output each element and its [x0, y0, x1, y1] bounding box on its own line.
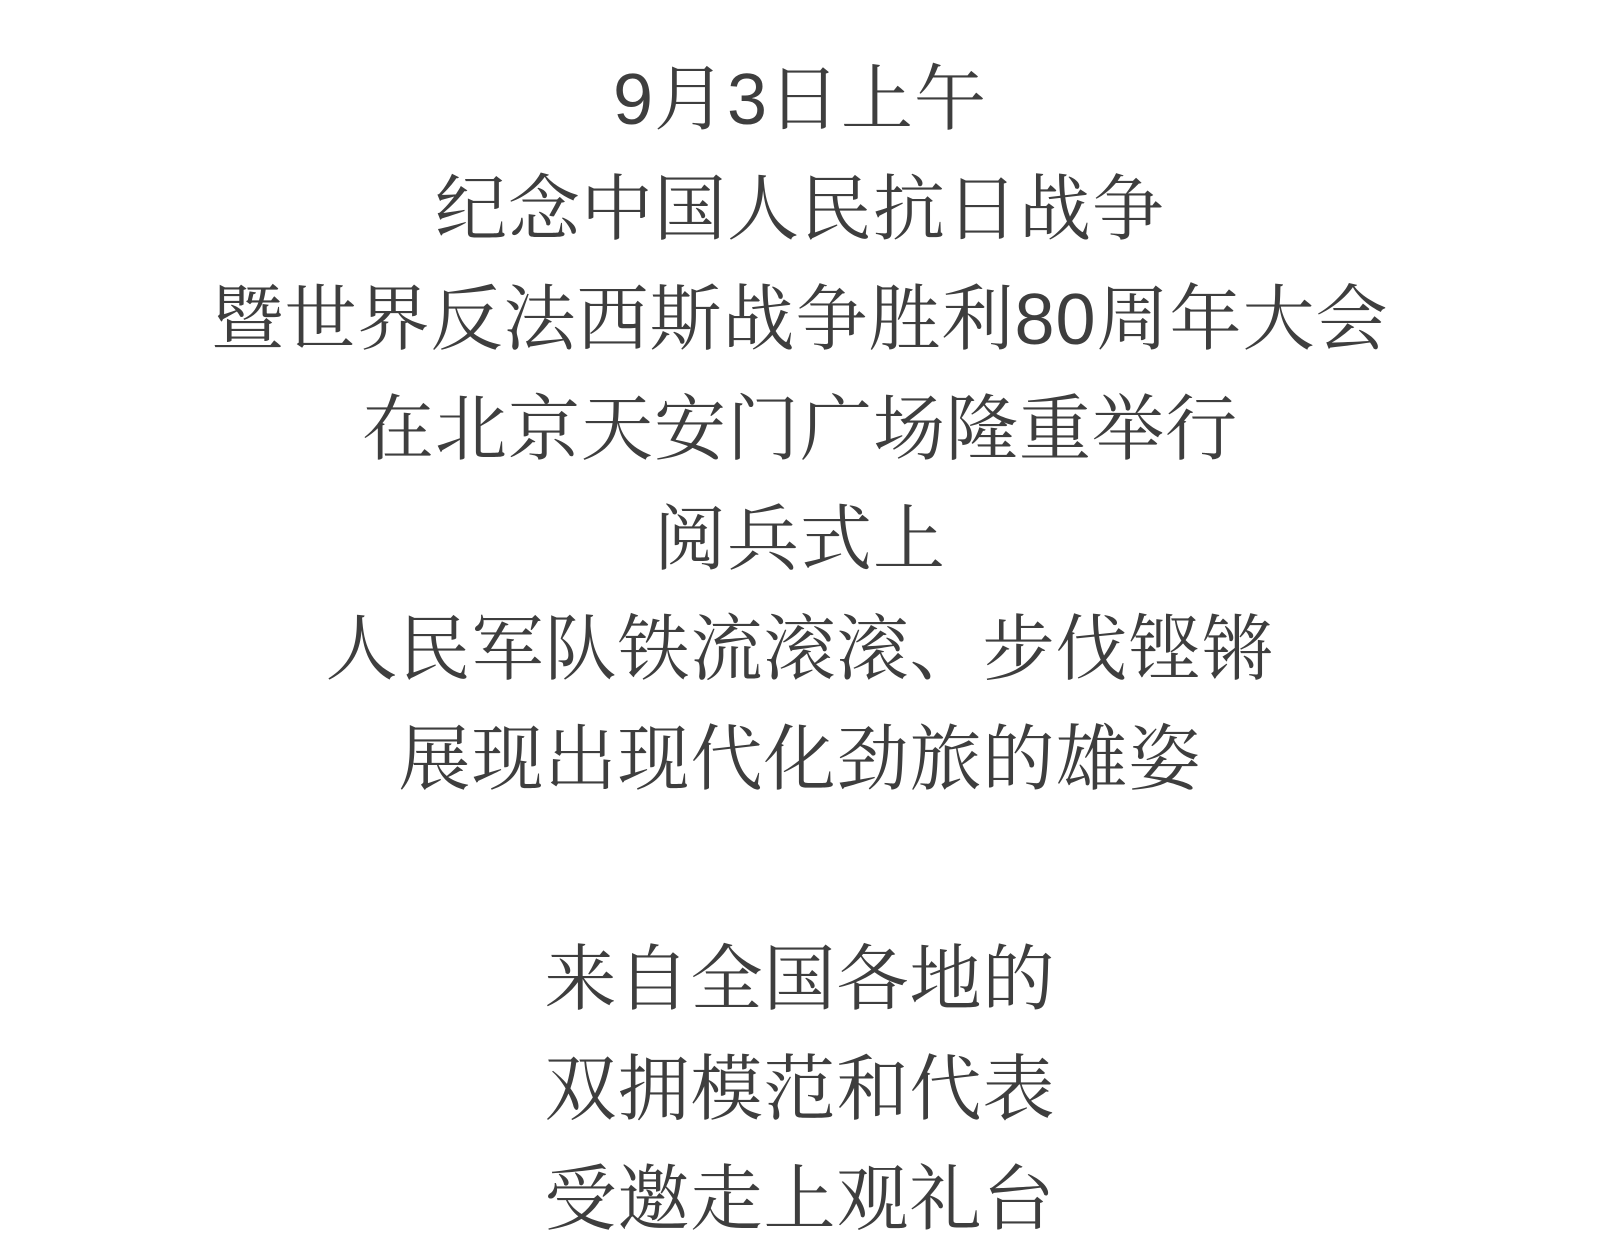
article-line-5: 阅兵式上 — [653, 500, 946, 580]
article-line-4: 在北京天安门广场隆重举行 — [361, 390, 1238, 470]
article-line-3: 暨世界反法西斯战争胜利80周年大会 — [211, 280, 1389, 360]
article-line-2: 纪念中国人民抗日战争 — [434, 170, 1165, 250]
article-line-7: 展现出现代化劲旅的雄姿 — [398, 720, 1202, 800]
article-line-9: 双拥模范和代表 — [544, 1050, 1056, 1130]
article-line-6: 人民军队铁流滚滚、步伐铿锵 — [325, 610, 1275, 690]
article-line-8: 来自全国各地的 — [544, 940, 1056, 1020]
article-line-1: 9月3日上午 — [612, 60, 988, 140]
article-line-10-clipped: 受邀走上观礼台 — [544, 1160, 1056, 1240]
